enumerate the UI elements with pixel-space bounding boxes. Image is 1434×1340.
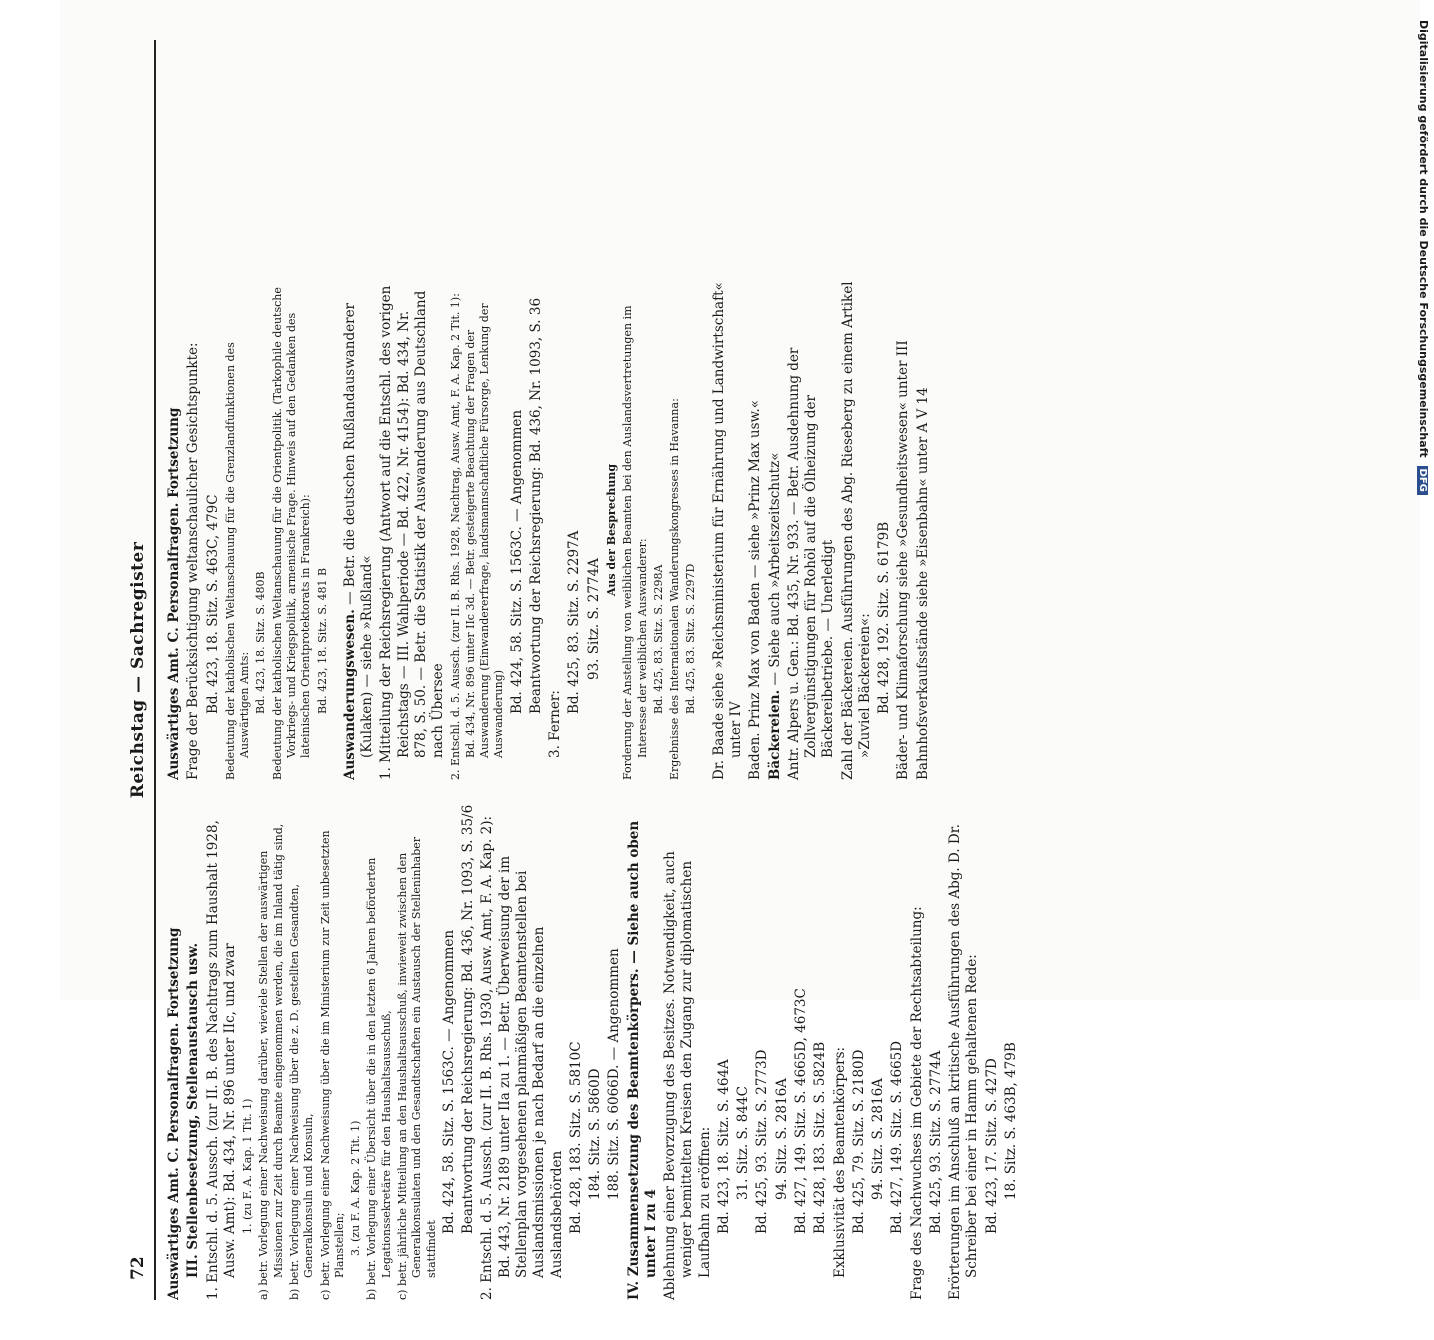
- entry: Ergebnisse des Internationalen Wanderungskongresses in Havanna:: [668, 398, 682, 780]
- reference: Bd. 425, 83. Sitz. S. 2298A: [651, 564, 665, 714]
- entry: [767, 280, 784, 780]
- entry: Zahl der Bäckereien. Ausführungen des Abg. Rieseberg zu einem Artikel »Zuviel Bäckereien«:: [839, 281, 873, 780]
- entry: Ablehnung einer Bevorzugung des Besitzes. Notwendigkeit, auch weniger bemittelten Kreisen den Zugang zur diplomatischen Laufbahn zu eröffnen:: [662, 851, 713, 1300]
- entry: Dr. Baade siehe »Reichsministerium für Ernährung und Landwirtschaft« unter IV: [710, 282, 745, 780]
- entry-keyword: Auswanderungswesen.: [341, 609, 358, 780]
- entry-text: — Siehe auch »Arbeitszeitschutz«: [766, 452, 783, 686]
- entry: Bäder- und Klimaforschung siehe »Gesundheitswesen« unter III: [895, 340, 912, 780]
- reference: Bd. 425, 93. Sitz. S. 2774A: [927, 1050, 944, 1234]
- entry: 1. (zu F. A. Kap. 1 Tit. 1): [241, 1098, 255, 1234]
- reference: Bd. 424, 58. Sitz. S. 1563C. — Angenommen: [440, 929, 457, 1234]
- funding-text: Digitalisierung gefördert durch die Deutsche Forschungsgemeinschaft: [1417, 20, 1430, 458]
- entry: c) betr. Vorlegung einer Nachweisung über die im Ministerium zur Zeit unbesetzten Planstellen;: [318, 830, 346, 1300]
- reference: 188. Sitz. S. 6066D. — Angenommen: [606, 948, 623, 1200]
- subheading: Aus der Besprechung: [604, 463, 618, 597]
- entry: [342, 280, 377, 780]
- reference: Beantwortung der Reichsregierung: Bd. 436, Nr. 1093, S. 35/6: [460, 804, 477, 1234]
- reference: 93. Sitz. S. 2774A: [585, 558, 602, 680]
- reference: Bd. 428, 183. Sitz. S. 5810C: [567, 1041, 584, 1234]
- header-rule: [154, 40, 156, 1300]
- section-title: IV. Zusammensetzung des Beamtenkörpers. — Siehe auch oben unter I zu 4: [625, 820, 659, 1300]
- reference: Beantwortung der Reichsregierung: Bd. 436, Nr. 1093, S. 36: [527, 297, 544, 714]
- entry: Baden. Prinz Max von Baden — siehe »Prinz Max usw.«: [747, 399, 764, 780]
- entry: 2. Entschl. d. 5. Aussch. (zur II. B. Rhs. 1928, Nachtrag, Ausw. Amt, F. A. Kap. 2 Tit. 1): Bd. 434, Nr. 896 unter IIc 3d. — Betr. gesteigerte Beachtung der Fragen der Auswanderung (Einwandererfrage, landsmannschaftliche Fürsorge, Lenkung der Auswanderung): [449, 293, 506, 780]
- entry: a) betr. Vorlegung einer Nachweisung darüber, wieviele Stellen der auswärtigen Missionen zur Zeit durch Beamte eingenommen werden, die im Inland tätig sind,: [257, 823, 285, 1300]
- reference: Bd. 425, 79. Sitz. S. 2180D: [850, 1049, 867, 1234]
- reference: 94. Sitz. S. 2816A: [870, 1078, 887, 1200]
- running-head: Reichstag — Sachregister: [128, 541, 148, 799]
- entry: 3. (zu F. A. Kap. 2 Tit. 1): [349, 1120, 363, 1256]
- funding-notice: [1408, 20, 1430, 980]
- reference: Bd. 428, 183. Sitz. S. 5824B: [812, 1041, 829, 1234]
- entry: b) betr. Vorlegung einer Übersicht über die in den letzten 6 Jahren beförderten Legationssekretäre für den Haushaltsausschuß,: [365, 857, 393, 1300]
- entry: Bedeutung der katholischen Weltanschauung für die Grenzlandfunktionen des Auswärtigen Amts:: [223, 342, 252, 780]
- entry: 1. Entschl. d. 5. Aussch. (zur II. B. des Nachtrags zum Haushalt 1928, Ausw. Amt): Bd. 434, Nr. 896 unter IIc, und zwar: [204, 820, 238, 1300]
- scanned-page: [60, 0, 1420, 1300]
- reference: 31. Sitz. S. 844C: [735, 1086, 752, 1200]
- entry: Frage des Nachwuchses im Gebiete der Rechtsabteilung:: [908, 906, 925, 1300]
- rotated-page: [120, 0, 1040, 1340]
- reference: Bd. 427, 149. Sitz. S. 4665D: [889, 1040, 906, 1234]
- column-right: [166, 280, 934, 780]
- reference: Bd. 423, 17. Sitz. S. 427D: [983, 1058, 1000, 1234]
- entry-keyword: Bäckereien.: [766, 689, 783, 780]
- reference: Bd. 425, 83. Sitz. S. 2297A: [566, 530, 583, 714]
- dfg-logo: DFG: [1417, 466, 1428, 495]
- reference: Bd. 423, 18. Sitz. S. 463C, 479C: [204, 494, 221, 714]
- reference: Bd. 423, 18. Sitz. S. 480B: [254, 571, 268, 714]
- page-header: [128, 40, 154, 1300]
- entry: 1. Mitteilung der Reichsregierung (Antwort auf die Entschl. des vorigen Reichstags — III. Wahlperiode — Bd. 422, Nr. 4154): Bd. 434, Nr. 878, S. 50. — Betr. die Statistik der Auswanderung aus Deutschland nach Übersee: [378, 285, 447, 780]
- entry: 3. Ferner:: [547, 690, 564, 758]
- entry: Forderung der Anstellung von weiblichen Beamten bei den Auslandsvertretungen im Interesse der weiblichen Auswanderer:: [621, 305, 649, 780]
- column-left: [166, 800, 1022, 1300]
- reference: 94. Sitz. S. 2816A: [773, 1078, 790, 1200]
- reference: Bd. 423, 18. Sitz. S. 464A: [715, 1059, 732, 1234]
- entry: 2. Entschl. d. 5. Aussch. (zur II. B. Rhs. 1930, Ausw. Amt, F. A. Kap. 2): Bd. 443, Nr. 2189 unter IIa zu 1. — Betr. Überweisung der im Stellenplan vorgesehenen planmäßigen Beamtenstellen bei Auslandsmissionen je nach Bedarf an die einzelnen Auslandsbehörden: [479, 815, 565, 1300]
- entry: Antr. Alpers u. Gen.: Bd. 435, Nr. 933. — Betr. Ausdehnung der Zollvergünstigungen für Rohöl auf die Ölheizung der Bäckereibetriebe. — Unerledigt: [785, 347, 837, 780]
- reference: Bd. 428, 192. Sitz. S. 6179B: [876, 521, 893, 714]
- entry-text: — Betr. die deutschen Rußlandauswanderer (Kulaken) — siehe »Rußland«: [341, 302, 376, 758]
- reference: Bd. 427, 149. Sitz. S. 4665D, 4673C: [792, 988, 809, 1234]
- entry: Bedeutung der katholischen Weltanschauung für die Orientpolitik. (Tarkophile deutsche Vorkriegs- und Kriegspolitik, armenische Frage. Hinweis auf den Gedanken des lateinischen Orientprotektorats in Frankreich):: [270, 287, 313, 780]
- reference: Bd. 424, 58. Sitz. S. 1563C. — Angenommen: [508, 409, 525, 714]
- entry: Bahnhofsverkaufsstände siehe »Eisenbahn« unter A V 14: [914, 387, 931, 780]
- section-title: III. Stellenbesetzung, Stellenaustausch usw.: [185, 942, 202, 1278]
- entry: Exklusivität des Beamtenkörpers:: [831, 1046, 848, 1278]
- reference: Bd. 423, 18. Sitz. S. 481 B: [315, 567, 329, 714]
- reference: Bd. 425, 93. Sitz. S. 2773D: [754, 1049, 771, 1234]
- entry: c) betr. jährliche Mitteilung an den Haushaltsausschuß, inwieweit zwischen den Generalkonsulaten und den Gesandtschaften ein Austausch der Stelleninhaber stattfindet: [396, 836, 438, 1300]
- column-heading: Auswärtiges Amt. C. Personalfragen. Fortsetzung: [166, 407, 182, 780]
- entry: b) betr. Vorlegung einer Nachweisung über die z. D. gestellten Gesandten, Generalkonsuln und Konsuln,: [287, 883, 316, 1300]
- page-number: 72: [128, 1256, 148, 1280]
- column-heading: Auswärtiges Amt. C. Personalfragen. Fortsetzung: [166, 927, 182, 1300]
- reference: Bd. 425, 83. Sitz. S. 2297D: [684, 563, 698, 714]
- entry: Erörterungen im Anschluß an kritische Ausführungen des Abg. D. Dr. Schreiber bei einer in Hamm gehaltenen Rede:: [947, 823, 981, 1300]
- reference: 18. Sitz. S. 463B, 479B: [1002, 1042, 1019, 1200]
- reference: 184. Sitz. S. 5860D: [587, 1068, 604, 1200]
- entry: Frage der Berücksichtigung weltanschaulicher Gesichtspunkte:: [185, 342, 202, 780]
